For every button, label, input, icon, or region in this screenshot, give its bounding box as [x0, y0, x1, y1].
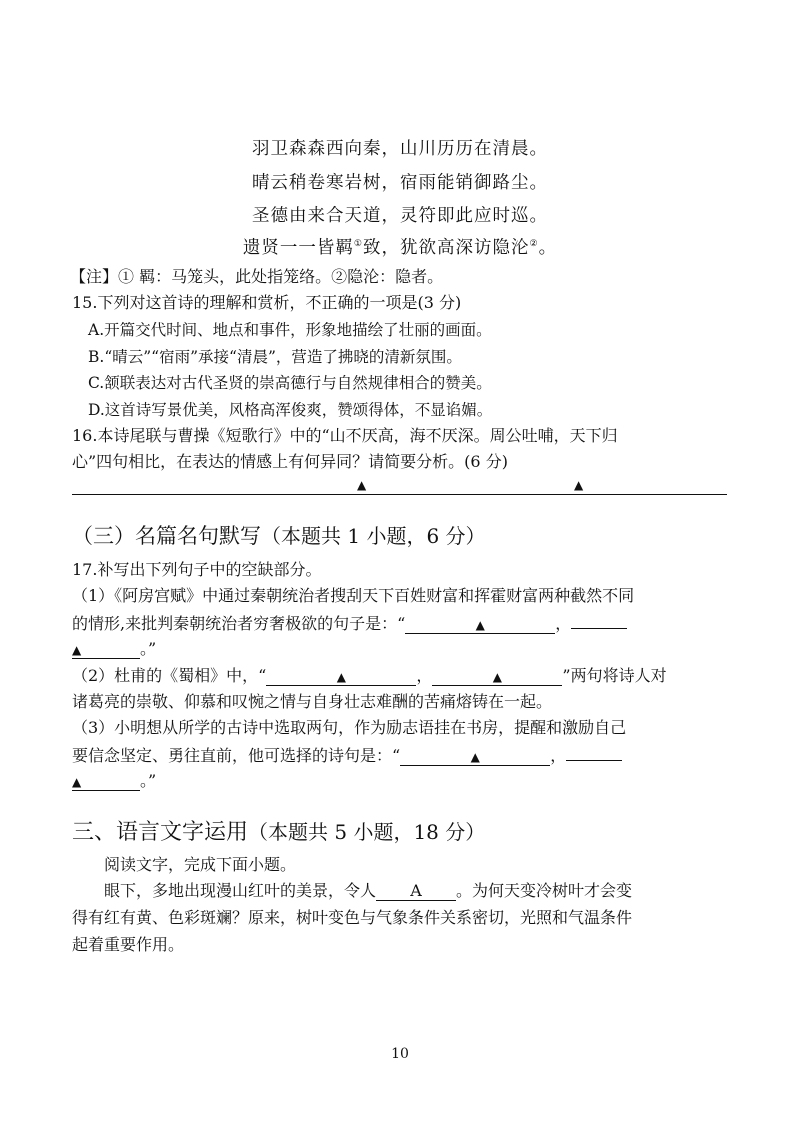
- comma: ，: [550, 746, 567, 765]
- q17-part3-close: 。”: [140, 771, 157, 790]
- q17-part1-line-2: [72, 610, 627, 634]
- poem-line-4-mid: 致，犹欲高深访隐沦: [363, 238, 530, 258]
- q17-part2-blank-2[interactable]: [432, 667, 562, 686]
- section-language-heading: [72, 815, 485, 846]
- blank-marker: ▲: [475, 618, 485, 632]
- answer-line-q16: [72, 494, 727, 495]
- blank-marker: ▲: [470, 750, 480, 764]
- q15-option-c: C.颔联表达对古代圣贤的崇高德行与自然规律相合的赞美。: [88, 374, 492, 392]
- reading-para-line-2: 得有红有黄、色彩斑斓？原来，树叶变色与气象条件关系密切，光照和气温条件: [72, 908, 633, 927]
- q17-part3-line-1: （3）小明想从所学的古诗中选取两句，作为励志语挂在书房，提醒和激励自己: [72, 718, 627, 737]
- reading-intro: 阅读文字，完成下面小题。: [104, 855, 297, 874]
- answer-marker-q16-1: ▲: [357, 478, 367, 492]
- poem-line-3: 圣德由来合天道，灵符即此应时巡。: [252, 206, 548, 226]
- reading-blank-a[interactable]: A: [376, 882, 456, 901]
- reading-para-line-1: [104, 878, 632, 901]
- footnote-mark-2: ②: [529, 239, 539, 250]
- q17-part2-line-1: [72, 663, 667, 686]
- q17-part2-prompt: （2）杜甫的《蜀相》中，“: [72, 666, 267, 685]
- q17-part3-line-3: [72, 768, 156, 791]
- q17-part2-blank-1[interactable]: [266, 667, 416, 686]
- q17-part1-blank-2-end[interactable]: [72, 640, 140, 659]
- comma: ，: [416, 666, 433, 685]
- question-17-stem: 17.补写出下列句子中的空缺部分。: [72, 560, 322, 579]
- question-15-stem: 15.下列对这首诗的理解和赏析，不正确的一项是(3 分): [72, 293, 462, 312]
- question-16-line-1: 16.本诗尾联与曹操《短歌行》中的“山不厌高，海不厌深。周公吐哺，天下归: [72, 426, 618, 445]
- page-number: 10: [391, 1046, 409, 1062]
- comma: ，: [555, 614, 572, 633]
- annotation-note: 【注】① 羁：马笼头，此处指笼络。②隐沦：隐者。: [70, 267, 444, 286]
- q15-option-a: A.开篇交代时间、地点和事件，形象地描绘了壮丽的画面。: [88, 321, 492, 339]
- poem-line-1: 羽卫森森西向秦，山川历历在清晨。: [252, 139, 548, 159]
- blank-marker: ▲: [492, 670, 502, 684]
- reading-para-line-3: 起着重要作用。: [72, 935, 185, 954]
- q17-part1-blank-2-start[interactable]: [571, 610, 627, 629]
- q17-part1-close: 。”: [140, 639, 157, 658]
- q17-part3-blank-2-end[interactable]: [72, 772, 140, 791]
- reading-text-pre: 眼下，多地出现漫山红叶的美景，令人: [104, 881, 377, 900]
- q17-part3-line-2: [72, 742, 622, 766]
- question-16-line-2: 心”四句相比，在表达的情感上有何异同？请简要分析。(6 分): [72, 452, 508, 471]
- section-language-title: 三、语言文字运用: [72, 820, 249, 845]
- q17-part1-line-3: [72, 636, 156, 659]
- section-language-info: （本题共 5 小题，18 分）: [248, 820, 486, 844]
- section-famous-info: （本题共 1 小题，6 分）: [261, 524, 486, 548]
- section-famous-heading: [72, 520, 486, 550]
- q17-part1-blank-1[interactable]: [405, 615, 555, 634]
- blank-marker: ▲: [336, 670, 346, 684]
- section-famous-title: （三）名篇名句默写: [72, 524, 261, 548]
- blank-marker: ▲: [72, 775, 82, 789]
- poem-line-4-post: 。: [538, 238, 558, 258]
- q17-part1-prompt: 的情形,来批判秦朝统治者穷奢极欲的句子是：“: [72, 614, 406, 633]
- q17-part2-post: ”两句将诗人对: [562, 666, 667, 685]
- footnote-mark-1: ①: [353, 239, 363, 250]
- q15-option-d: D.这首诗写景优美，风格高浑俊爽，赞颂得体，不显谄媚。: [88, 401, 493, 419]
- q17-part2-line-2: 诸葛亮的崇敬、仰慕和叹惋之情与自身壮志难酬的苦痛熔铸在一起。: [72, 692, 553, 711]
- q15-option-b: B.“晴云”“宿雨”承接“清晨”，营造了拂晓的清新氛围。: [88, 348, 462, 366]
- q17-part3-prompt: 要信念坚定、勇往直前，他可选择的诗句是：“: [72, 746, 401, 765]
- reading-text-post: 。为何天变冷树叶才会变: [456, 881, 633, 900]
- blank-marker: ▲: [72, 643, 82, 657]
- poem-line-4-pre: 遗贤一一皆羁: [242, 238, 354, 258]
- q17-part3-blank-2-start[interactable]: [566, 742, 622, 761]
- poem-line-2: 晴云稍卷寒岩树，宿雨能销御路尘。: [252, 173, 548, 193]
- answer-marker-q16-2: ▲: [574, 478, 584, 492]
- poem-line-4: [0, 234, 800, 259]
- q17-part1-line-1: （1）《阿房宫赋》中通过秦朝统治者搜刮天下百姓财富和挥霍财富两种截然不同: [72, 586, 635, 605]
- q17-part3-blank-1[interactable]: [400, 747, 550, 766]
